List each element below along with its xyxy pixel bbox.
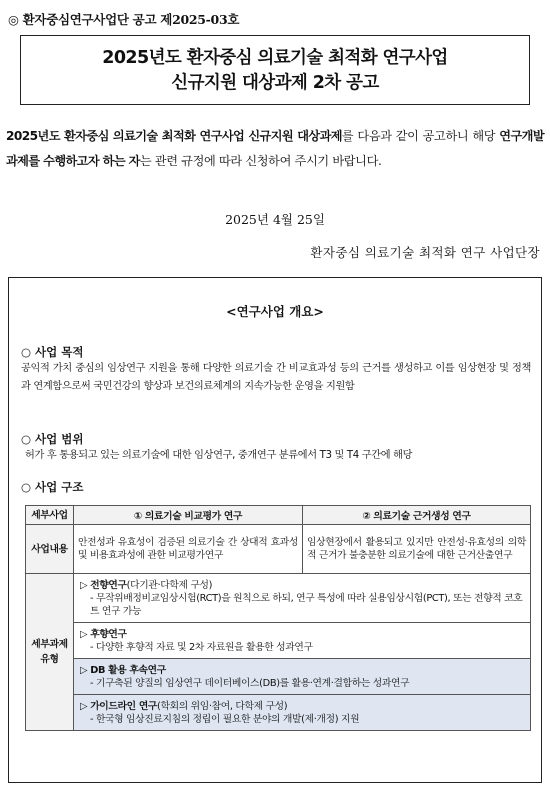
subtype-title: ▷ 후향연구	[80, 629, 127, 640]
notice-date: 2025년 4월 25일	[225, 212, 325, 227]
overview-box	[8, 277, 542, 783]
table-header-col1: ① 의료기술 비교평가 연구	[74, 506, 303, 525]
intro-bold-1: 2025년도 환자중심 의료기술 최적화 연구사업 신규지원 대상과제	[6, 129, 342, 143]
subtype-desc: - 기구축된 양질의 임상연구 데이터베이스(DB)를 활용·연계·결합하는 성과연구	[90, 678, 410, 689]
subtype-retrospective	[74, 623, 531, 659]
triangle-icon: ▷	[80, 701, 88, 712]
structure-title: ○ 사업 구조	[21, 480, 84, 494]
subtype-title: ▷ DB 활용 후속연구	[80, 665, 166, 676]
table-header-left: 세부사업	[26, 506, 74, 525]
subtype-desc: - 한국형 임상진료지침의 정립이 필요한 분야의 개발(제·개정) 지원	[90, 714, 360, 725]
triangle-icon: ▷	[80, 580, 88, 591]
intro-bold-2: 연구개발과제를 수행하고자 하는 자	[6, 129, 544, 168]
organization-signature: 환자중심 의료기술 최적화 연구 사업단장	[310, 245, 540, 260]
structure-table	[25, 505, 531, 731]
intro-paragraph	[6, 124, 544, 173]
table-header-row	[26, 506, 531, 525]
subtype-guideline	[74, 695, 531, 731]
subtype-prospective	[74, 574, 531, 623]
intro-text-1: 를 다음과 같이 공고하니 해당	[341, 129, 500, 143]
subtype-desc: - 다양한 후향적 자료 및 2차 자료원을 활용한 성과연구	[90, 642, 313, 653]
row-head-subtypes-line1: 세부과제	[31, 639, 68, 650]
row-head-business: 사업내용	[26, 525, 74, 574]
subtype-title: ▷ 가이드라인 연구(학회의 위임·참여, 다학제 구성)	[80, 701, 288, 712]
table-row-subtype-1	[26, 574, 531, 623]
title-line-2: 신규지원 대상과제 2차 공고	[171, 73, 379, 93]
title-line-1: 2025년도 환자중심 의료기술 최적화 연구사업	[102, 48, 448, 68]
triangle-icon: ▷	[80, 665, 88, 676]
notice-number: ◎ 환자중심연구사업단 공고 제2025-03호	[8, 12, 240, 27]
table-row-subtype-2	[26, 623, 531, 659]
purpose-title: ○ 사업 목적	[21, 345, 84, 359]
subtype-title: ▷ 전향연구(다기관·다학제 구성)	[80, 580, 213, 591]
table-row-business	[26, 525, 531, 574]
business-col1: 안전성과 유효성이 검증된 의료기술 간 상대적 효과성 및 비용효과성에 관한 비교평가연구	[74, 525, 303, 574]
overview-heading: <연구사업 개요>	[226, 304, 324, 319]
table-row-subtype-3	[26, 659, 531, 695]
subtype-desc: - 무작위배정비교임상시험(RCT)을 원칙으로 하되, 연구 특성에 따라 실용임상시험(PCT), 또는 전향적 코호트 연구 가능	[90, 593, 523, 617]
scope-body: 허가 후 통용되고 있는 의료기술에 대한 임상연구, 중개연구 분류에서 T3 및 T4 구간에 해당	[25, 450, 413, 461]
subtype-db-followup	[74, 659, 531, 695]
intro-text-2: 는 관련 규정에 따라 신청하여 주시기 바랍니다.	[139, 153, 382, 168]
business-col2: 임상현장에서 활용되고 있지만 안전성·유효성의 의학적 근거가 불충분한 의료기술에 대한 근거산출연구	[303, 525, 531, 574]
scope-title: ○ 사업 범위	[21, 432, 84, 446]
triangle-icon: ▷	[80, 629, 88, 640]
title-box	[20, 35, 530, 105]
row-head-subtypes-line2: 유형	[40, 654, 59, 665]
table-row-subtype-4	[26, 695, 531, 731]
table-header-col2: ② 의료기술 근거생성 연구	[303, 506, 531, 525]
purpose-body: 공익적 가치 중심의 임상연구 지원을 통해 다양한 의료기술 간 비교효과성 등의 근거를 생성하고 이를 임상현장 및 정책과 연계함으로써 국민건강의 향상과 보건의료체계의 지속가능한 운영을 지원함	[21, 363, 531, 392]
row-head-subtypes	[26, 574, 74, 731]
